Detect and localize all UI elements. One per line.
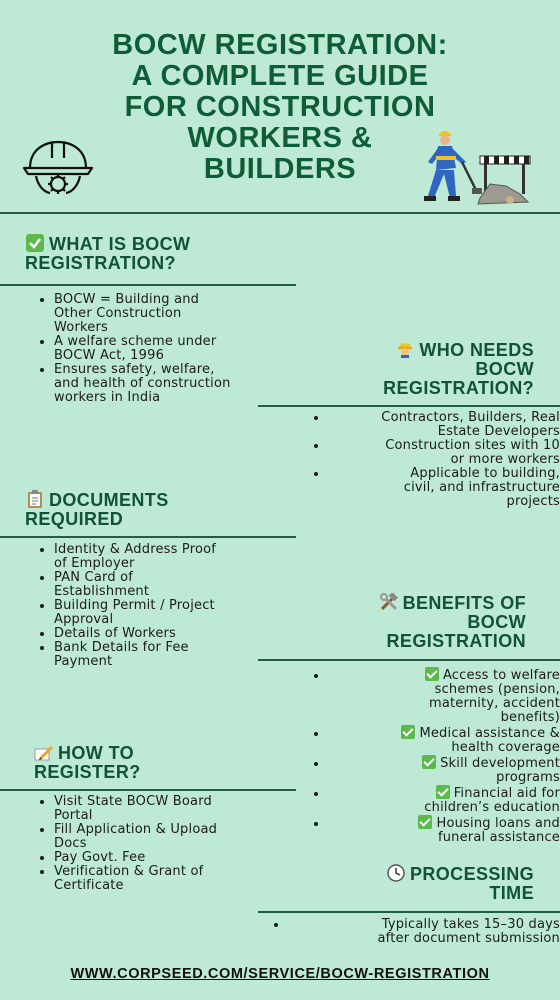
footer-url-link[interactable]: WWW.CORPSEED.COM/SERVICE/BOCW-REGISTRATION <box>70 966 490 982</box>
clipboard-icon <box>25 490 45 508</box>
section-title-processing-time: PROCESSING TIME <box>386 864 534 903</box>
title-line: FOR CONSTRUCTION <box>124 91 436 123</box>
section-title-what-is: WHAT IS BOCW REGISTRATION? <box>25 234 191 273</box>
helmet-gear-icon <box>22 138 94 196</box>
section-title-how-to: HOW TO REGISTER? <box>34 743 141 782</box>
list-item: • Access to welfare schemes (pension, maternity, accident benefits) <box>328 667 560 725</box>
section-title-benefits: BENEFITS OF BOCW REGISTRATION <box>379 593 526 651</box>
list-item: • Fill Application & Upload Docs <box>54 823 294 851</box>
construction-worker-icon <box>395 340 415 358</box>
section-divider <box>0 536 296 538</box>
header-divider <box>0 212 560 214</box>
documents-list <box>36 543 294 669</box>
title-line: BOCW REGISTRATION: <box>112 29 448 61</box>
how-to-list <box>36 795 294 893</box>
list-item: • Applicable to building, civil, and infrastructure projects <box>328 467 560 509</box>
list-item: • Details of Workers <box>54 627 294 641</box>
list-item: • Medical assistance & health coverage <box>328 725 560 755</box>
list-item: • Ensures safety, welfare, and health of construction workers in India <box>54 363 294 405</box>
check-mark-icon <box>422 755 436 769</box>
title-line: WORKERS & <box>187 122 373 154</box>
title-line: A COMPLETE GUIDE <box>131 60 429 92</box>
what-is-list <box>36 293 294 405</box>
list-item: • Visit State BOCW Board Portal <box>54 795 294 823</box>
list-item: • Building Permit / Project Approval <box>54 599 294 627</box>
who-needs-list <box>310 411 560 509</box>
section-divider <box>0 789 296 791</box>
clock-icon <box>386 864 406 882</box>
list-item: • Skill development programs <box>328 755 560 785</box>
list-item: • BOCW = Building and Other Construction Workers <box>54 293 294 335</box>
section-divider <box>258 405 560 407</box>
section-title-who-needs: WHO NEEDS BOCW REGISTRATION? <box>383 340 534 398</box>
list-item: • Pay Govt. Fee <box>54 851 294 865</box>
section-divider <box>0 284 296 286</box>
section-divider <box>258 911 560 913</box>
check-mark-icon <box>418 815 432 829</box>
check-mark-icon <box>401 725 415 739</box>
check-mark-icon <box>25 234 45 252</box>
processing-time-list <box>270 918 560 946</box>
hammer-wrench-icon <box>379 593 399 611</box>
list-item: • A welfare scheme under BOCW Act, 1996 <box>54 335 294 363</box>
section-title-documents: DOCUMENTS REQUIRED <box>25 490 169 529</box>
check-mark-icon <box>436 785 450 799</box>
section-divider <box>258 659 560 661</box>
list-item: • Typically takes 15–30 days after document submission <box>288 918 560 946</box>
pencil-writing-icon <box>34 743 54 761</box>
list-item: • Financial aid for children’s education <box>328 785 560 815</box>
list-item: • PAN Card of Establishment <box>54 571 294 599</box>
list-item: • Verification & Grant of Certificate <box>54 865 294 893</box>
list-item: • Housing loans and funeral assistance <box>328 815 560 845</box>
list-item: • Contractors, Builders, Real Estate Developers <box>328 411 560 439</box>
list-item: • Construction sites with 10 or more workers <box>328 439 560 467</box>
list-item: • Bank Details for Fee Payment <box>54 641 294 669</box>
check-mark-icon <box>425 667 439 681</box>
list-item: • Identity & Address Proof of Employer <box>54 543 294 571</box>
title-line: BUILDERS <box>203 153 357 185</box>
benefits-list <box>310 667 560 845</box>
construction-worker-illustration <box>410 128 532 208</box>
